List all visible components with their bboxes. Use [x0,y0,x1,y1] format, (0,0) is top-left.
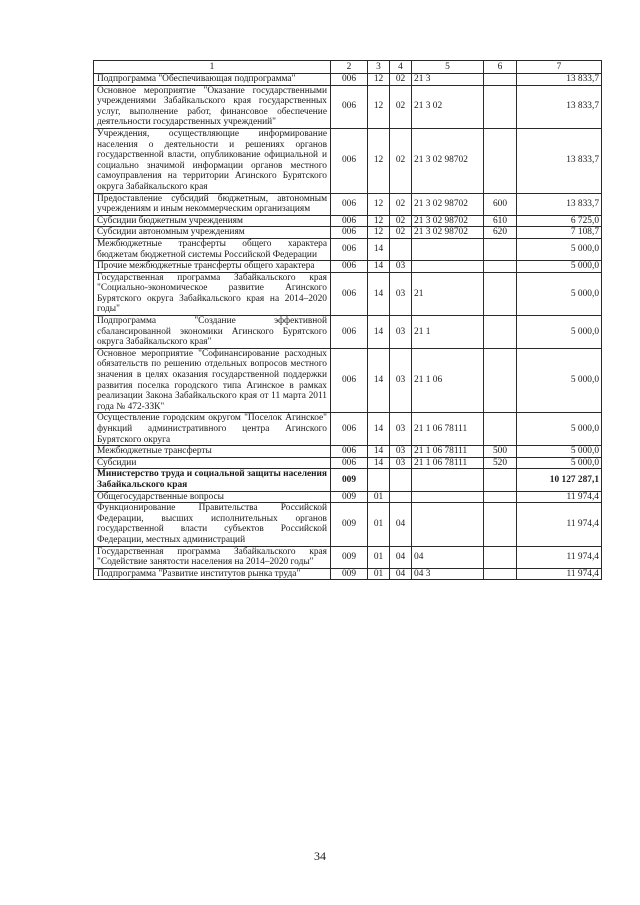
cell-subsection-code: 02 [390,128,412,193]
table-row [94,128,602,193]
header-col-2: 2 [331,61,368,74]
cell-section-code: 14 [368,413,390,446]
cell-subsection-code [390,491,412,503]
header-col-6: 6 [484,61,517,74]
cell-name: Учреждения, осуществляющие информирование населения о деятельности и решениях органов государственной власти, опубликование официальной и социально значимой информации органов местного самоуправления на территории Агинского Бурятского округа Забайкальского края [94,128,331,193]
table-row [94,546,602,568]
cell-amount: 5 000,0 [517,238,602,260]
cell-expense-type: 600 [484,193,517,215]
cell-subsection-code: 02 [390,193,412,215]
table-row [94,457,602,469]
cell-ministry-code: 009 [331,546,368,568]
table-row [94,491,602,503]
cell-expense-type [484,85,517,128]
cell-amount: 5 000,0 [517,316,602,349]
cell-amount: 11 974,4 [517,503,602,546]
cell-subsection-code: 03 [390,413,412,446]
cell-expense-type [484,503,517,546]
cell-subsection-code: 02 [390,74,412,86]
cell-expense-type [484,348,517,413]
cell-name: Основное мероприятие "Софинансирование расходных обязательств по решению отдельных вопросов местного значения в целях оказания государственной поддержки развития поселка городского типа Агинское в рамках реализации Закона Забайкальского края от 11 марта 2011 года № 472-ЗЗК" [94,348,331,413]
cell-section-code: 01 [368,491,390,503]
cell-name: Межбюджетные трансферты общего характера бюджетам бюджетной системы Российской Федерации [94,238,331,260]
table-body [94,74,602,580]
header-col-1: 1 [94,61,331,74]
cell-ministry-code: 009 [331,503,368,546]
cell-section-code: 12 [368,85,390,128]
cell-name: Государственная программа Забайкальского края "Содействие занятости населения на 2014–2020 годы" [94,546,331,568]
cell-ministry-code: 006 [331,193,368,215]
cell-expense-type [484,238,517,260]
cell-target-article [412,469,484,491]
cell-ministry-code: 009 [331,491,368,503]
cell-name: Подпрограмма "Обеспечивающая подпрограмма" [94,74,331,86]
table-row [94,272,602,315]
cell-ministry-code: 006 [331,413,368,446]
cell-section-code: 01 [368,568,390,580]
cell-expense-type [484,568,517,580]
cell-section-code: 12 [368,128,390,193]
cell-expense-type [484,261,517,273]
cell-section-code: 01 [368,546,390,568]
cell-subsection-code: 03 [390,272,412,315]
cell-ministry-code: 006 [331,348,368,413]
cell-ministry-code: 006 [331,457,368,469]
table-row [94,413,602,446]
cell-amount: 11 974,4 [517,491,602,503]
cell-ministry-code: 009 [331,469,368,491]
cell-section-code: 12 [368,215,390,227]
cell-expense-type [484,316,517,349]
cell-amount: 13 833,7 [517,74,602,86]
cell-amount: 6 725,0 [517,215,602,227]
cell-ministry-code: 006 [331,261,368,273]
table-row [94,503,602,546]
cell-section-code: 14 [368,261,390,273]
cell-target-article [412,503,484,546]
cell-subsection-code: 04 [390,546,412,568]
cell-ministry-code: 009 [331,568,368,580]
table-row [94,446,602,458]
cell-amount: 13 833,7 [517,193,602,215]
cell-ministry-code: 006 [331,74,368,86]
cell-expense-type: 500 [484,446,517,458]
cell-amount: 5 000,0 [517,348,602,413]
cell-ministry-code: 006 [331,272,368,315]
cell-expense-type [484,413,517,446]
cell-name: Подпрограмма "Создание эффективной сбалансированной экономики Агинского Бурятского округа Забайкальского края" [94,316,331,349]
cell-name: Предоставление субсидий бюджетным, автономным учреждениям и иным некоммерческим организациям [94,193,331,215]
cell-ministry-code: 006 [331,227,368,239]
header-row [94,61,602,74]
cell-section-code: 14 [368,272,390,315]
cell-target-article [412,491,484,503]
cell-amount: 5 000,0 [517,446,602,458]
cell-target-article: 21 1 06 [412,348,484,413]
table-row [94,316,602,349]
cell-expense-type: 620 [484,227,517,239]
cell-target-article: 04 3 [412,568,484,580]
cell-section-code: 12 [368,193,390,215]
table-row [94,238,602,260]
page-number: 34 [314,849,326,863]
cell-amount: 5 000,0 [517,272,602,315]
cell-name: Субсидии автономным учреждениям [94,227,331,239]
table-row [94,85,602,128]
cell-expense-type [484,546,517,568]
header-col-7: 7 [517,61,602,74]
cell-name: Осуществление городским округом "Поселок Агинское" функций административного центра Агинского Бурятского округа [94,413,331,446]
budget-table [93,60,602,580]
cell-name: Субсидии [94,457,331,469]
cell-subsection-code [390,469,412,491]
table-row [94,469,602,491]
cell-name: Субсидии бюджетным учреждениям [94,215,331,227]
table-row [94,74,602,86]
cell-subsection-code: 03 [390,261,412,273]
cell-section-code: 14 [368,457,390,469]
cell-name: Основное мероприятие "Оказание государственными учреждениями Забайкальского края государственных услуг, выполнение работ, финансовое обеспечение деятельности государственных учреждений" [94,85,331,128]
cell-amount: 7 108,7 [517,227,602,239]
cell-target-article: 21 3 02 98702 [412,193,484,215]
cell-expense-type [484,128,517,193]
cell-target-article [412,261,484,273]
cell-section-code: 14 [368,348,390,413]
cell-expense-type: 520 [484,457,517,469]
table-row [94,348,602,413]
cell-ministry-code: 006 [331,215,368,227]
header-col-5: 5 [412,61,484,74]
cell-amount: 5 000,0 [517,261,602,273]
cell-target-article: 21 1 06 78111 [412,446,484,458]
cell-section-code: 12 [368,74,390,86]
cell-amount: 5 000,0 [517,457,602,469]
table-row [94,193,602,215]
cell-target-article: 21 3 02 98702 [412,128,484,193]
table-row [94,261,602,273]
cell-subsection-code: 04 [390,503,412,546]
cell-amount: 11 974,4 [517,568,602,580]
cell-name: Подпрограмма "Развитие институтов рынка труда" [94,568,331,580]
cell-expense-type [484,469,517,491]
cell-name: Функционирование Правительства Российской Федерации, высших исполнительных органов государственной власти субъектов Российской Федерации, местных администраций [94,503,331,546]
cell-section-code: 14 [368,238,390,260]
cell-target-article: 04 [412,546,484,568]
cell-ministry-code: 006 [331,316,368,349]
cell-section-code: 12 [368,227,390,239]
cell-ministry-code: 006 [331,85,368,128]
cell-ministry-code: 006 [331,238,368,260]
cell-target-article: 21 [412,272,484,315]
cell-name: Министерство труда и социальной защиты населения Забайкальского края [94,469,331,491]
cell-subsection-code: 02 [390,227,412,239]
cell-target-article: 21 3 02 98702 [412,227,484,239]
cell-ministry-code: 006 [331,128,368,193]
cell-name: Межбюджетные трансферты [94,446,331,458]
cell-section-code [368,469,390,491]
cell-subsection-code: 04 [390,568,412,580]
cell-amount: 13 833,7 [517,128,602,193]
cell-target-article: 21 3 02 98702 [412,215,484,227]
cell-name: Государственная программа Забайкальского края "Социально-экономическое развитие Агинского Бурятского округа Забайкальского края на 2014–2020 годы" [94,272,331,315]
cell-ministry-code: 006 [331,446,368,458]
table-row [94,568,602,580]
cell-amount: 5 000,0 [517,413,602,446]
cell-amount: 11 974,4 [517,546,602,568]
cell-subsection-code: 03 [390,348,412,413]
cell-target-article: 21 1 06 78111 [412,413,484,446]
cell-target-article: 21 1 06 78111 [412,457,484,469]
table-row [94,215,602,227]
cell-subsection-code: 02 [390,215,412,227]
cell-target-article: 21 1 [412,316,484,349]
cell-section-code: 01 [368,503,390,546]
cell-target-article [412,238,484,260]
cell-subsection-code: 03 [390,457,412,469]
cell-expense-type [484,74,517,86]
cell-subsection-code: 03 [390,316,412,349]
cell-amount: 10 127 287,1 [517,469,602,491]
cell-subsection-code: 02 [390,85,412,128]
cell-amount: 13 833,7 [517,85,602,128]
cell-subsection-code: 03 [390,446,412,458]
cell-name: Общегосударственные вопросы [94,491,331,503]
cell-subsection-code [390,238,412,260]
cell-expense-type: 610 [484,215,517,227]
table-header [94,61,602,74]
cell-target-article: 21 3 02 [412,85,484,128]
table-row [94,227,602,239]
header-col-4: 4 [390,61,412,74]
cell-section-code: 14 [368,316,390,349]
cell-target-article: 21 3 [412,74,484,86]
cell-expense-type [484,491,517,503]
cell-name: Прочие межбюджетные трансферты общего характера [94,261,331,273]
cell-expense-type [484,272,517,315]
cell-section-code: 14 [368,446,390,458]
header-col-3: 3 [368,61,390,74]
